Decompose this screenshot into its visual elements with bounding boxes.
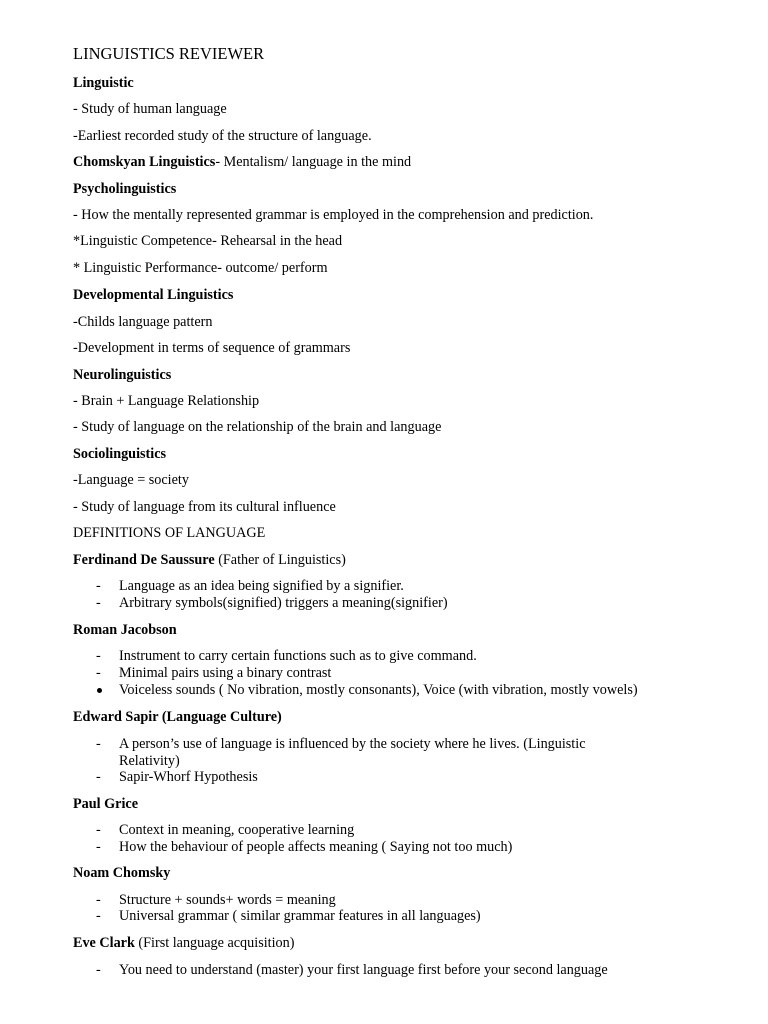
dash-marker: - [96, 822, 101, 838]
document-title: LINGUISTICS REVIEWER [73, 44, 265, 63]
dash-marker: - [96, 736, 101, 752]
list-item: Context in meaning, cooperative learning [119, 822, 355, 838]
list-item: Instrument to carry certain functions such as to give command. [119, 648, 477, 664]
saussure-name: Ferdinand De Saussure [73, 552, 215, 568]
list-item: Arbitrary symbols(signified) triggers a meaning(signifier) [119, 595, 448, 611]
list-item-continuation: Relativity) [119, 753, 180, 769]
clark-note: (First language acquisition) [134, 935, 295, 951]
dash-marker: - [96, 595, 101, 611]
text-line: -Language = society [73, 472, 189, 488]
text-line: - Study of language on the relationship of the brain and language [73, 419, 442, 435]
heading-developmental: Developmental Linguistics [73, 287, 234, 303]
list-item: Structure + sounds+ words = meaning [119, 892, 336, 908]
text-line: -Development in terms of sequence of grammars [73, 340, 351, 356]
text-line: - Brain + Language Relationship [73, 393, 260, 409]
saussure-note: (Father of Linguistics) [214, 552, 346, 568]
list-item: You need to understand (master) your first language first before your second language [119, 962, 608, 978]
grice-heading: Paul Grice [73, 796, 139, 812]
text-line: - How the mentally represented grammar is employed in the comprehension and prediction. [73, 207, 594, 223]
text-line: - Study of human language [73, 101, 227, 117]
list-item: How the behaviour of people affects meaning ( Saying not too much) [119, 839, 513, 855]
list-item: Minimal pairs using a binary contrast [119, 665, 332, 681]
dash-marker: - [96, 839, 101, 855]
dash-marker: - [96, 665, 101, 681]
text-line: * Linguistic Performance- outcome/ perform [73, 260, 328, 276]
text-line: *Linguistic Competence- Rehearsal in the head [73, 233, 343, 249]
heading-neurolinguistics: Neurolinguistics [73, 367, 172, 383]
list-item: A person’s use of language is influenced by the society where he lives. (Linguistic [119, 736, 586, 752]
chomskyan-line [73, 154, 411, 171]
dash-marker: - [96, 578, 101, 594]
dash-marker: - [96, 908, 101, 924]
heading-sociolinguistics: Sociolinguistics [73, 446, 167, 462]
chomskyan-text: - Mentalism/ language in the mind [215, 154, 412, 170]
dash-marker: - [96, 892, 101, 908]
chomsky-heading: Noam Chomsky [73, 865, 171, 881]
dash-marker: - [96, 962, 101, 978]
text-line: -Childs language pattern [73, 314, 213, 330]
sapir-heading: Edward Sapir (Language Culture) [73, 709, 282, 725]
clark-name: Eve Clark [73, 935, 135, 951]
bullet-dot [97, 688, 102, 693]
heading-chomskyan: Chomskyan Linguistics [73, 154, 216, 170]
text-line: - Study of language from its cultural influence [73, 499, 336, 515]
dash-marker: - [96, 769, 101, 785]
text-line: -Earliest recorded study of the structure of language. [73, 128, 372, 144]
list-item: Universal grammar ( similar grammar features in all languages) [119, 908, 481, 924]
heading-definitions: DEFINITIONS OF LANGUAGE [73, 525, 266, 541]
list-item: Sapir-Whorf Hypothesis [119, 769, 258, 785]
heading-psycholinguistics: Psycholinguistics [73, 181, 177, 197]
list-item: Voiceless sounds ( No vibration, mostly consonants), Voice (with vibration, mostly vowels) [119, 682, 638, 698]
list-item: Language as an idea being signified by a signifier. [119, 578, 404, 594]
dash-marker: - [96, 648, 101, 664]
heading-linguistic: Linguistic [73, 75, 134, 91]
jacobson-heading: Roman Jacobson [73, 622, 177, 638]
saussure-heading [73, 552, 346, 569]
clark-heading [73, 935, 294, 952]
